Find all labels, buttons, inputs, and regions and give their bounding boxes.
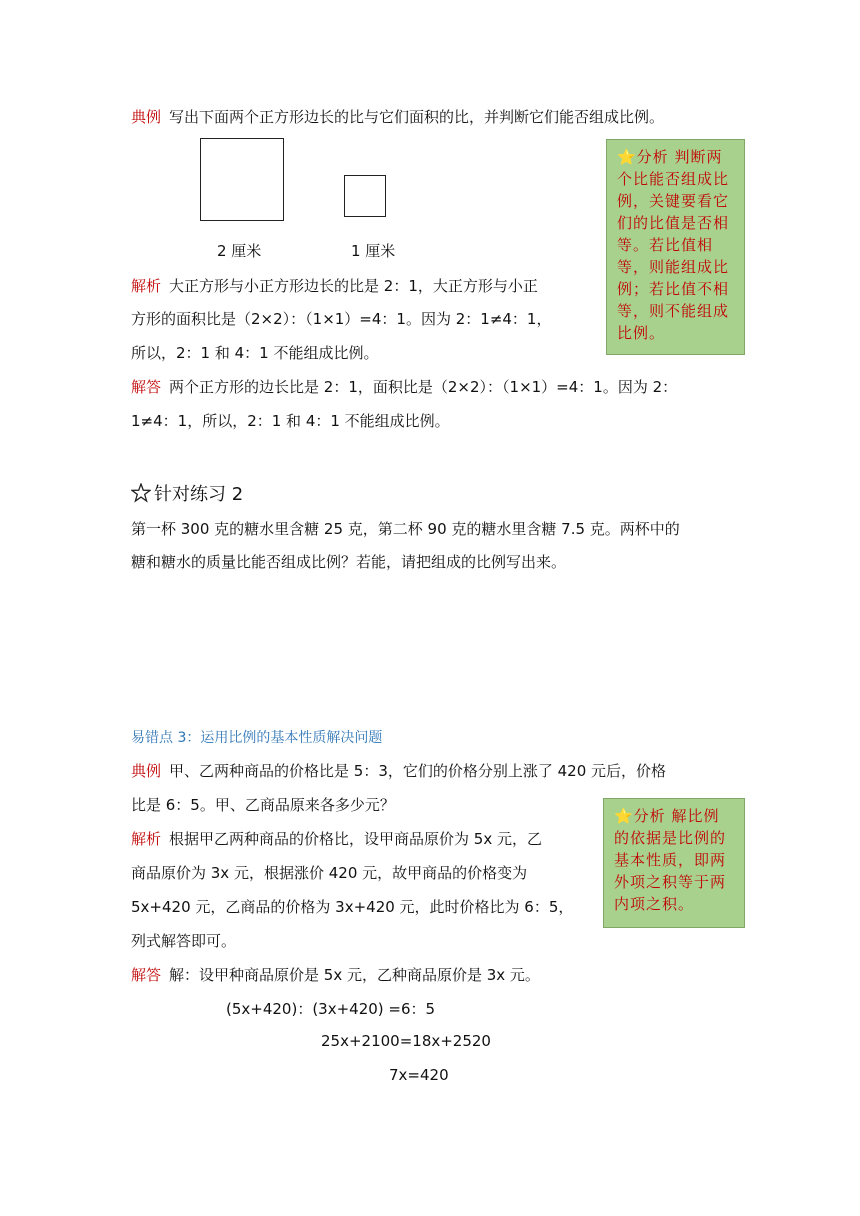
- analysis-tag: 解析: [131, 830, 162, 848]
- analysis-note-2: ⭐分析 解比例的依据是比例的基本性质，即两外项之积等于两内项之积。: [603, 798, 745, 928]
- equation-1: (5x+420)：(3x+420) =6：5: [226, 1000, 436, 1018]
- analysis-note-1: ⭐分析 判断两个比能否组成比例，关键要看它们的比值是否相等。若比值相等，则能组成比例；若比值不相等，则不能组成比例。: [606, 139, 745, 355]
- analysis-text: 根据甲乙两种商品的价格比，设甲商品原价为 5x 元，乙: [169, 830, 542, 848]
- example2-analysis-line2: 商品原价为 3x 元，根据涨价 420 元，故甲商品的价格变为: [131, 864, 528, 882]
- example2-question-line1: [131, 760, 666, 781]
- answer-text: 两个正方形的边长比是 2：1，面积比是（2×2）：（1×1）=4：1。因为 2：: [169, 378, 678, 396]
- large-square: [200, 138, 284, 221]
- answer-tag: 解答: [131, 378, 162, 396]
- answer-text: 解：设甲种商品原价是 5x 元，乙种商品原价是 3x 元。: [169, 966, 540, 984]
- example2-analysis-line4: 列式解答即可。: [131, 932, 237, 950]
- practice-title: 针对练习 2: [154, 484, 244, 505]
- large-square-label: 2 厘米: [217, 242, 262, 260]
- example1-analysis-line3: 所以，2：1 和 4：1 不能组成比例。: [131, 344, 379, 362]
- practice-line1: 第一杯 300 克的糖水里含糖 25 克，第二杯 90 克的糖水里含糖 7.5 克。两杯中的: [131, 520, 680, 538]
- example2-analysis-line1: [131, 828, 542, 849]
- example2-question-line2: 比是 6：5。甲、乙商品原来各多少元？: [131, 796, 395, 814]
- example2-text: 甲、乙两种商品的价格比是 5：3，它们的价格分别上涨了 420 元后，价格: [169, 762, 667, 780]
- practice-line2: 糖和糖水的质量比能否组成比例？若能，请把组成的比例写出来。: [131, 553, 567, 571]
- example-tag: 典例: [131, 108, 162, 126]
- example1-answer-line1: [131, 376, 677, 397]
- example1-question: [131, 106, 664, 127]
- example1-text: 写出下面两个正方形边长的比与它们面积的比，并判断它们能否组成比例。: [169, 108, 665, 126]
- example2-answer-line1: [131, 964, 540, 985]
- star-icon: [131, 483, 151, 508]
- practice-heading: [131, 480, 243, 508]
- example-tag: 典例: [131, 762, 162, 780]
- example1-analysis-line2: 方形的面积比是（2×2）：（1×1）=4：1。因为 2：1≠4：1，: [131, 310, 552, 328]
- small-square-label: 1 厘米: [351, 242, 396, 260]
- example1-answer-line2: 1≠4：1，所以，2：1 和 4：1 不能组成比例。: [131, 412, 450, 430]
- analysis-tag: 解析: [131, 277, 162, 295]
- analysis-text: 大正方形与小正方形边长的比是 2：1，大正方形与小正: [169, 277, 538, 295]
- small-square: [344, 175, 386, 217]
- equation-2: 25x+2100=18x+2520: [321, 1032, 491, 1050]
- answer-tag: 解答: [131, 966, 162, 984]
- example1-analysis-line1: [131, 275, 538, 296]
- section3-title: 易错点 3：运用比例的基本性质解决问题: [131, 730, 383, 746]
- equation-3: 7x=420: [389, 1066, 449, 1084]
- example2-analysis-line3: 5x+420 元，乙商品的价格为 3x+420 元，此时价格比为 6：5，: [131, 898, 574, 916]
